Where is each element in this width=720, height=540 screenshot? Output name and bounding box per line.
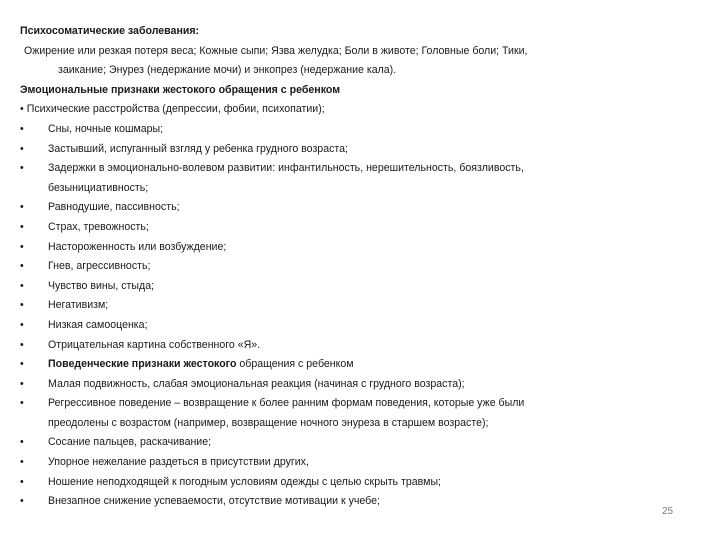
- list-item: [20, 296, 660, 316]
- bullet-icon: •: [20, 240, 24, 253]
- list-item: [20, 336, 660, 356]
- list-item-text: преодолены с возрастом (например, возвращение ночного энуреза в старшем возрасте);: [48, 416, 489, 429]
- list-item: [20, 159, 660, 179]
- list-item-text: Психические расстройства (депрессии, фобии, психопатии);: [26, 103, 325, 116]
- bullet-icon: •: [20, 318, 24, 331]
- list-item-text: Ношение неподходящей к погодным условиям одежды с целью скрыть травмы;: [48, 475, 441, 488]
- bullet-icon: •: [20, 162, 24, 175]
- bullet-icon: •: [20, 279, 24, 292]
- bullet-icon: •: [20, 456, 24, 469]
- bullet-icon: •: [20, 142, 24, 155]
- bullet-icon: •: [20, 201, 24, 214]
- psychosomatic-text-line-1: Ожирение или резкая потеря веса; Кожные сыпи; Язва желудка; Боли в животе; Головные боли; Тики,: [24, 44, 528, 57]
- list-item-continuation: [20, 414, 660, 434]
- list-item: [20, 316, 660, 336]
- list-item-text: Равнодушие, пассивность;: [48, 201, 180, 214]
- list-item: [20, 238, 660, 258]
- bullet-icon: •: [20, 436, 24, 449]
- list-item: [20, 375, 660, 395]
- list-item: [20, 218, 660, 238]
- list-item-text: безынициативность;: [48, 181, 149, 194]
- list-item-text: Страх, тревожность;: [48, 220, 149, 233]
- bullet-icon: •: [20, 358, 24, 371]
- list-item-text: Малая подвижность, слабая эмоциональная реакция (начиная с грудного возраста);: [48, 377, 465, 390]
- list-item-text: Негативизм;: [48, 299, 109, 312]
- list-item: [20, 100, 660, 120]
- list-item: [20, 140, 660, 160]
- bullet-icon: •: [20, 338, 24, 351]
- list-item: [20, 492, 660, 512]
- bullet-icon: •: [20, 103, 24, 116]
- list-item: [20, 453, 660, 473]
- section-title-emotional: Эмоциональные признаки жестокого обращения с ребенком: [20, 83, 341, 96]
- bullet-icon: •: [20, 299, 24, 312]
- bullet-icon: •: [20, 475, 24, 488]
- list-item-text: Чувство вины, стыда;: [48, 279, 155, 292]
- list-item-text: Гнев, агрессивность;: [48, 260, 151, 273]
- list-item: [20, 120, 660, 140]
- bullet-icon: •: [20, 377, 24, 390]
- bullet-icon: •: [20, 397, 24, 410]
- list-item-text: Сны, ночные кошмары;: [48, 122, 164, 135]
- behavioral-heading-bold: Поведенческие признаки жестокого: [48, 358, 237, 371]
- list-item-text: Отрицательная картина собственного «Я».: [48, 338, 261, 351]
- list-item-text: Настороженность или возбуждение;: [48, 240, 227, 253]
- bullet-icon: •: [20, 260, 24, 273]
- list-item-text: Низкая самооценка;: [48, 318, 148, 331]
- list-item-continuation: [20, 179, 660, 199]
- psychosomatic-text-line-2: заикание; Энурез (недержание мочи) и энкопрез (недержание кала).: [58, 64, 397, 77]
- section-title-psychosomatic: Психосоматические заболевания:: [20, 25, 200, 37]
- page-number: 25: [662, 506, 674, 517]
- bullet-icon: •: [20, 122, 24, 135]
- list-item: [20, 394, 660, 414]
- list-item: [20, 277, 660, 297]
- list-item-text: Застывший, испуганный взгляд у ребенка грудного возраста;: [48, 142, 348, 155]
- list-item: [20, 198, 660, 218]
- slide-content: [20, 22, 660, 512]
- section-title-behavioral: [20, 355, 660, 375]
- behavioral-heading-rest: обращения с ребенком: [236, 358, 354, 371]
- list-item-text: Задержки в эмоционально-волевом развитии: инфантильность, нерешительность, боязливость,: [48, 162, 524, 175]
- list-item: [20, 433, 660, 453]
- list-item-text: Сосание пальцев, раскачивание;: [48, 436, 212, 449]
- list-item: [20, 473, 660, 493]
- list-item: [20, 257, 660, 277]
- list-item-text: Регрессивное поведение – возвращение к более ранним формам поведения, которые уже были: [48, 397, 525, 410]
- list-item-text: Внезапное снижение успеваемости, отсутствие мотивации к учебе;: [48, 495, 380, 508]
- list-item-text: Упорное нежелание раздеться в присутствии других,: [48, 456, 309, 469]
- bullet-icon: •: [20, 495, 24, 508]
- bullet-icon: •: [20, 220, 24, 233]
